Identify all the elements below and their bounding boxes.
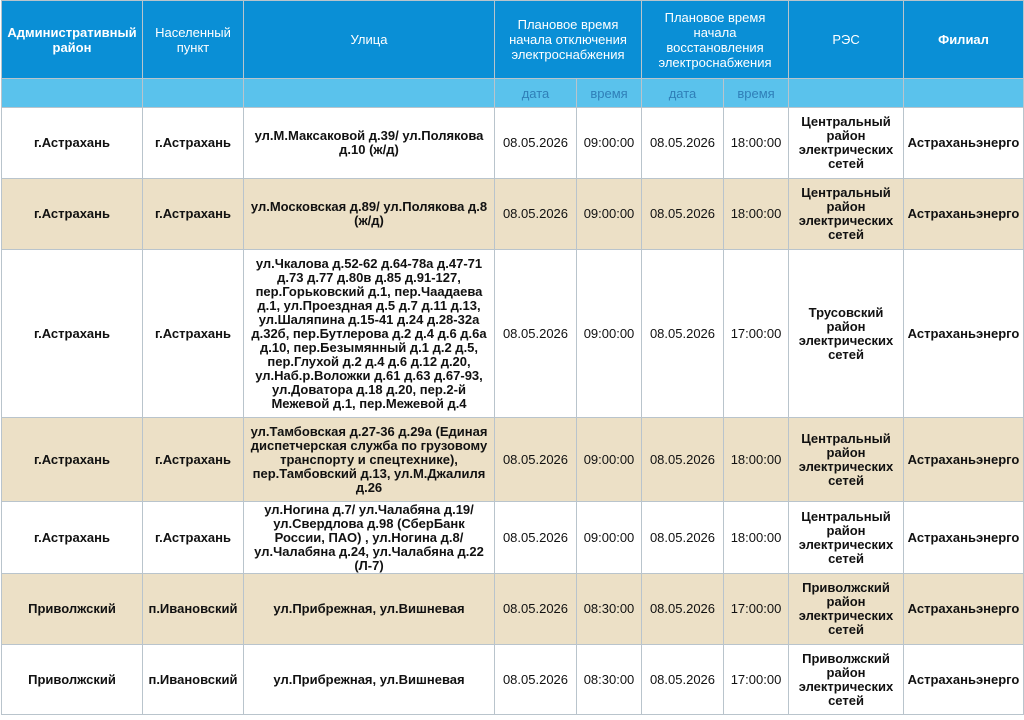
cell-settlement: п.Ивановский [143,574,244,645]
cell-res: Центральный район электрических сетей [789,179,904,250]
cell-off-time: 08:30:00 [577,574,642,645]
cell-branch: Астраханьэнерго [904,645,1024,715]
cell-on-date: 08.05.2026 [642,108,724,179]
cell-on-date: 08.05.2026 [642,645,724,715]
table-row [2,502,1024,574]
cell-off-date: 08.05.2026 [495,645,577,715]
subheader-empty [143,79,244,108]
subheader-off-time: время [577,79,642,108]
cell-res: Приволжский район электрических сетей [789,574,904,645]
cell-off-time: 09:00:00 [577,108,642,179]
header-street: Улица [244,1,495,79]
cell-settlement: г.Астрахань [143,250,244,418]
cell-off-date: 08.05.2026 [495,108,577,179]
cell-street: ул.Чкалова д.52-62 д.64-78а д.47-71 д.73 д.77 д.80в д.85 д.91-127, пер.Горьковский д.1, пер.Чаадаева д.1, ул.Проездная д.5 д.7 д.11 д.13, ул.Шаляпина д.15-41 д.24 д.28-32а д.32б, пер.Бутлерова д.2 д.4 д.6 д.6а д.10, пер.Безымянный д.1 д.2 д.5, пер.Глухой д.2 д.4 д.6 д.12 д.20, ул.Наб.р.Воложки д.61 д.63 д.67-93, ул.Доватора д.18 д.20, пер.2-й Межевой д.1, пер.Межевой д.4 [244,250,495,418]
cell-off-date: 08.05.2026 [495,418,577,502]
subheader-empty [2,79,143,108]
cell-branch: Астраханьэнерго [904,179,1024,250]
cell-street: ул.Прибрежная, ул.Вишневая [244,574,495,645]
table-row [2,574,1024,645]
cell-street: ул.Ногина д.7/ ул.Чалабяна д.19/ ул.Свердлова д.98 (СберБанк России, ПАО) , ул.Ногина д.8/ ул.Чалабяна д.24, ул.Чалабяна д.22 (Л-7) [244,502,495,574]
cell-off-time: 08:30:00 [577,645,642,715]
cell-off-time: 09:00:00 [577,502,642,574]
cell-off-date: 08.05.2026 [495,250,577,418]
cell-branch: Астраханьэнерго [904,574,1024,645]
cell-on-time: 18:00:00 [724,502,789,574]
cell-off-time: 09:00:00 [577,418,642,502]
subheader-empty [789,79,904,108]
cell-district: г.Астрахань [2,250,143,418]
cell-off-date: 08.05.2026 [495,502,577,574]
table-row [2,108,1024,179]
subheader-empty [244,79,495,108]
cell-on-time: 18:00:00 [724,108,789,179]
cell-settlement: г.Астрахань [143,108,244,179]
cell-district: г.Астрахань [2,502,143,574]
cell-district: Приволжский [2,645,143,715]
cell-branch: Астраханьэнерго [904,108,1024,179]
header-branch: Филиал [904,1,1024,79]
cell-on-date: 08.05.2026 [642,250,724,418]
cell-district: Приволжский [2,574,143,645]
subheader-on-time: время [724,79,789,108]
cell-branch: Астраханьэнерго [904,418,1024,502]
cell-street: ул.Тамбовская д.27-36 д.29а (Единая диспетчерская служба по грузовому транспорту и спецтехнике), пер.Тамбовский д.13, ул.М.Джалиля д.26 [244,418,495,502]
table-row [2,179,1024,250]
header-planned-off: Плановое время начала отключения электроснабжения [495,1,642,79]
cell-on-date: 08.05.2026 [642,179,724,250]
table-row [2,250,1024,418]
cell-on-time: 17:00:00 [724,645,789,715]
table-row [2,418,1024,502]
cell-off-time: 09:00:00 [577,250,642,418]
table-header-row [2,1,1024,79]
cell-off-time: 09:00:00 [577,179,642,250]
cell-district: г.Астрахань [2,418,143,502]
cell-off-date: 08.05.2026 [495,179,577,250]
cell-branch: Астраханьэнерго [904,250,1024,418]
subheader-off-date: дата [495,79,577,108]
table-subheader-row [2,79,1024,108]
cell-street: ул.Московская д.89/ ул.Полякова д.8 (ж/д) [244,179,495,250]
cell-street: ул.М.Максаковой д.39/ ул.Полякова д.10 (ж/д) [244,108,495,179]
header-settlement: Населенный пункт [143,1,244,79]
header-admin-district: Административный район [2,1,143,79]
cell-settlement: г.Астрахань [143,502,244,574]
subheader-on-date: дата [642,79,724,108]
cell-on-time: 18:00:00 [724,418,789,502]
cell-res: Приволжский район электрических сетей [789,645,904,715]
cell-res: Центральный район электрических сетей [789,502,904,574]
header-planned-on: Плановое время начала восстановления электроснабжения [642,1,789,79]
cell-district: г.Астрахань [2,179,143,250]
cell-on-date: 08.05.2026 [642,574,724,645]
cell-res: Трусовский район электрических сетей [789,250,904,418]
cell-off-date: 08.05.2026 [495,574,577,645]
table-row [2,645,1024,715]
cell-res: Центральный район электрических сетей [789,108,904,179]
cell-on-date: 08.05.2026 [642,502,724,574]
outage-schedule-table [1,0,1024,715]
cell-settlement: г.Астрахань [143,179,244,250]
cell-branch: Астраханьэнерго [904,502,1024,574]
cell-on-time: 18:00:00 [724,179,789,250]
cell-res: Центральный район электрических сетей [789,418,904,502]
subheader-empty [904,79,1024,108]
cell-on-date: 08.05.2026 [642,418,724,502]
cell-on-time: 17:00:00 [724,250,789,418]
cell-on-time: 17:00:00 [724,574,789,645]
cell-settlement: г.Астрахань [143,418,244,502]
cell-settlement: п.Ивановский [143,645,244,715]
header-res: РЭС [789,1,904,79]
cell-district: г.Астрахань [2,108,143,179]
cell-street: ул.Прибрежная, ул.Вишневая [244,645,495,715]
